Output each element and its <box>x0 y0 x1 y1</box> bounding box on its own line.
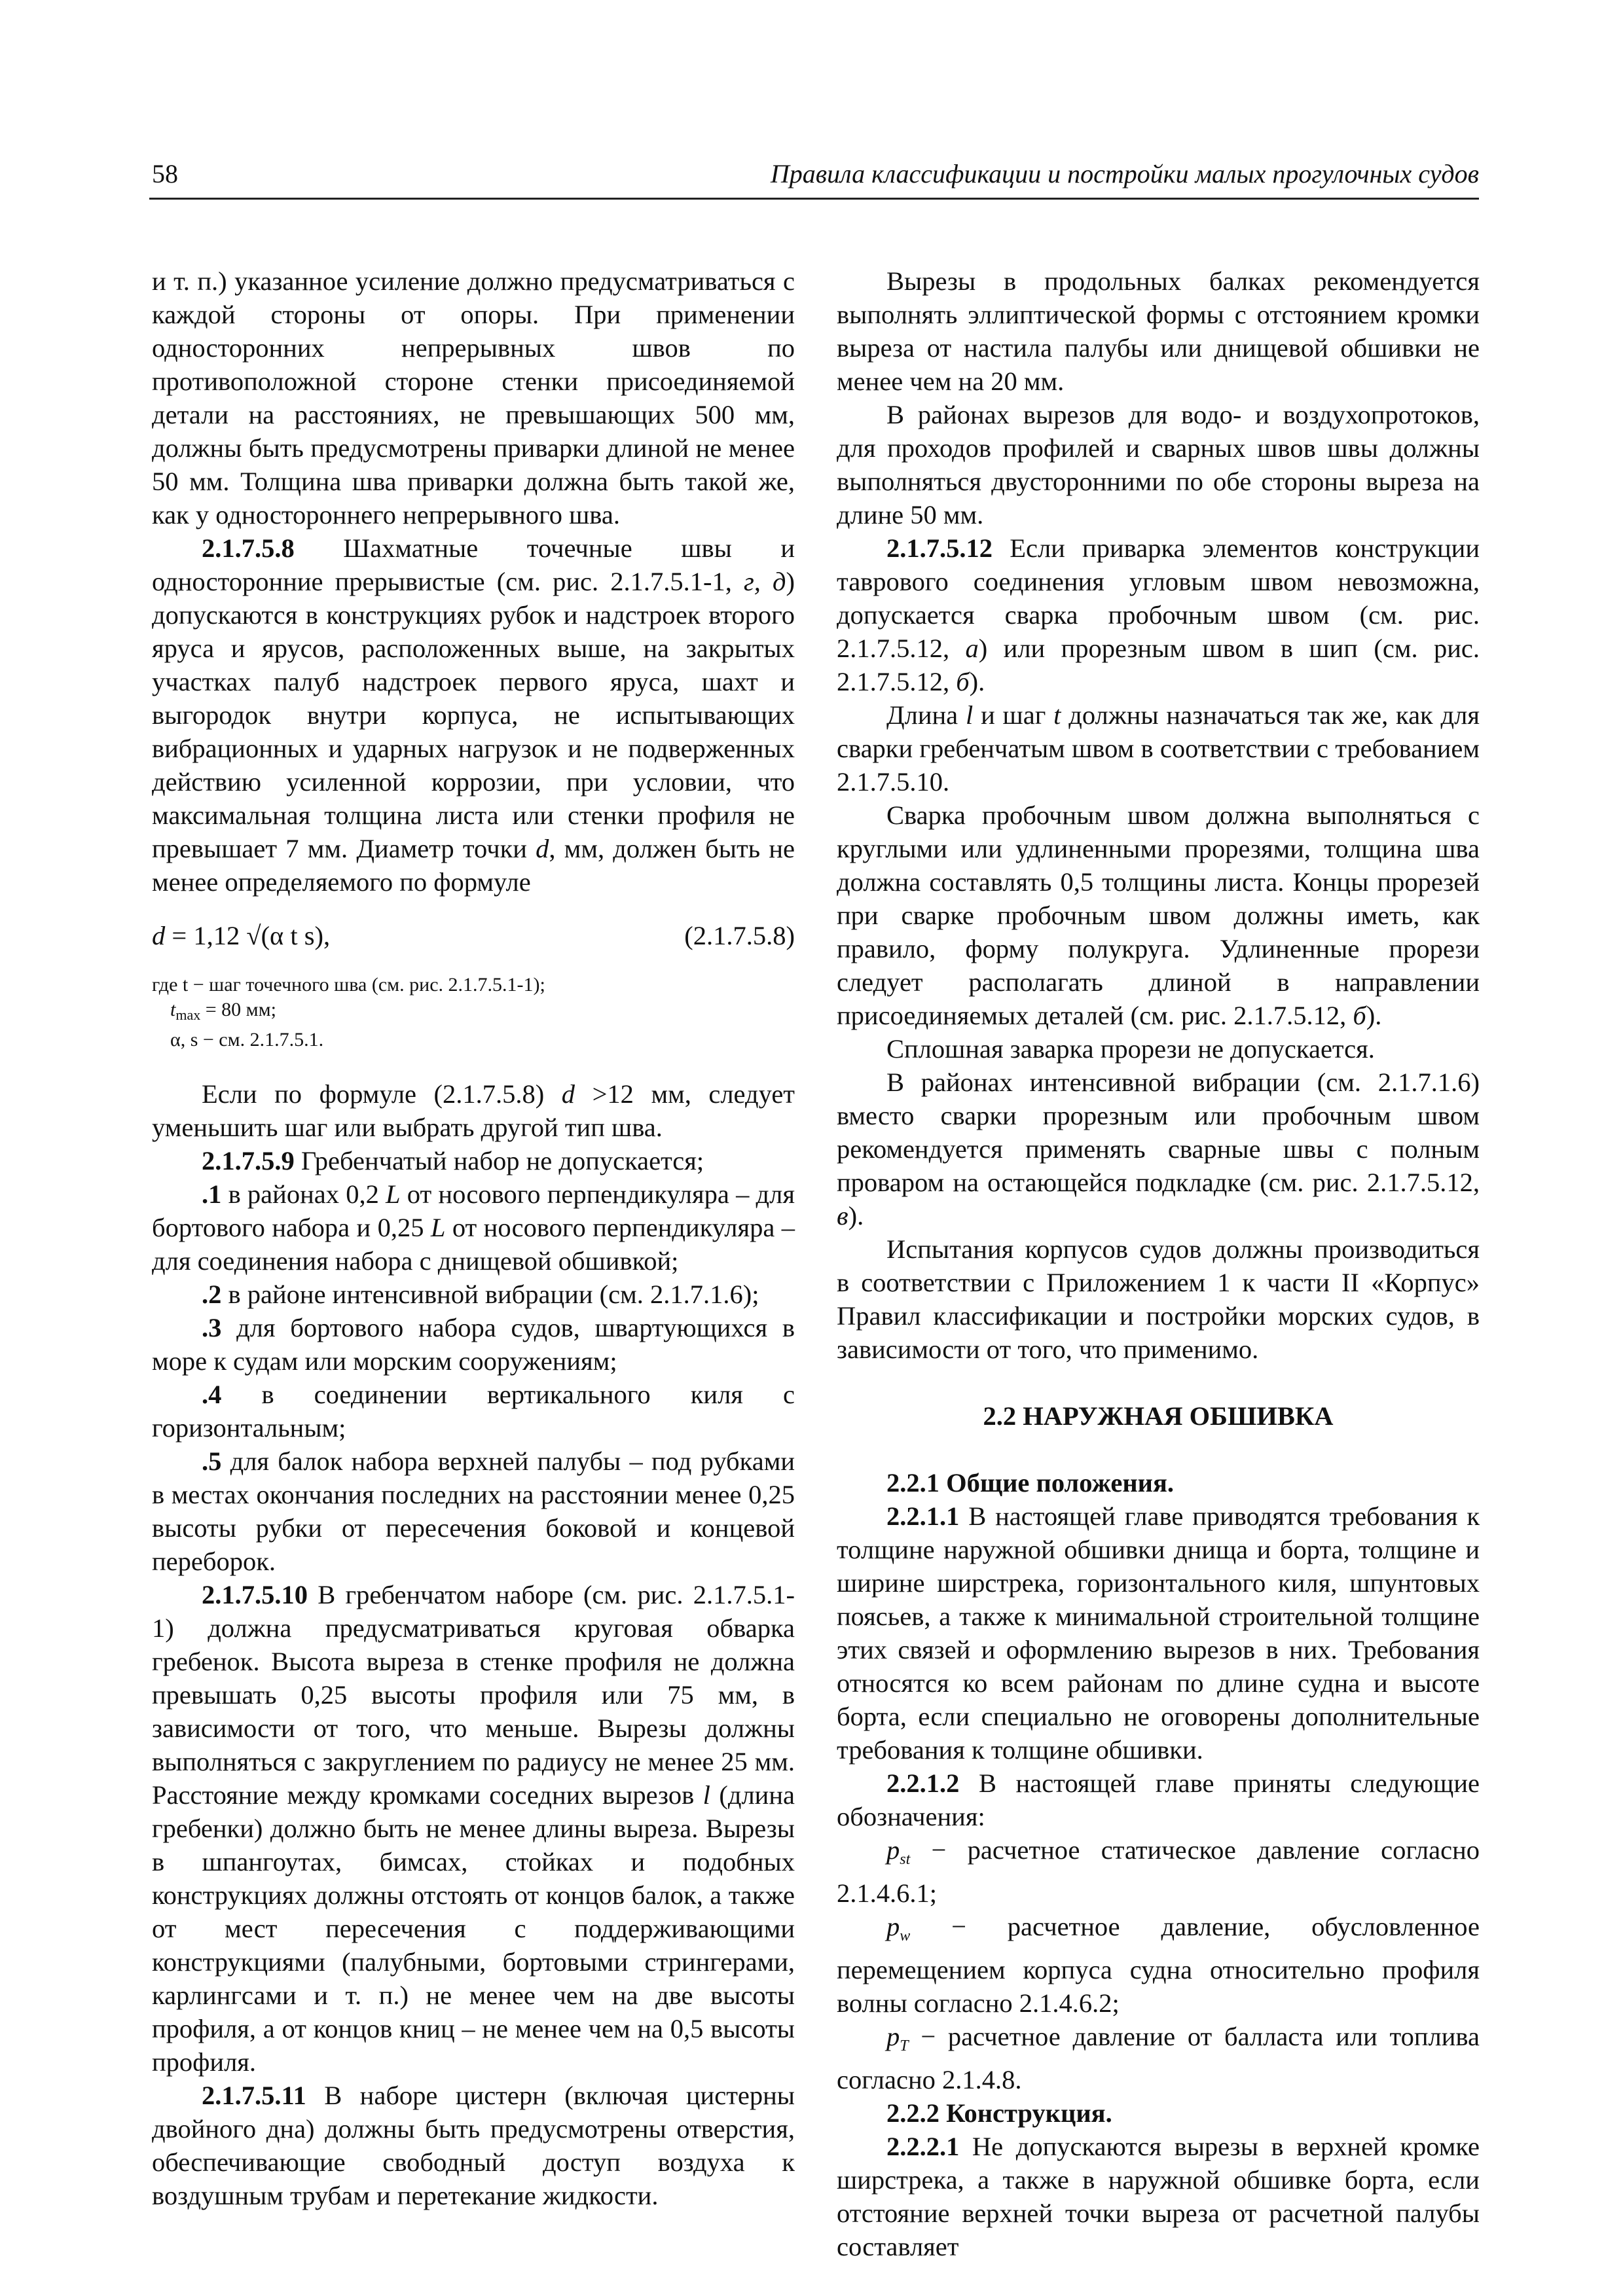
text: и шаг <box>973 700 1054 730</box>
paragraph-2-2-2-1 <box>837 2130 1480 2263</box>
text: В настоящей главе приняты следующие обозначения: <box>837 1768 1480 1831</box>
text: Гребенчатый набор не допускается; <box>294 1146 704 1175</box>
text: (длина гребенки) должно быть не менее длины выреза. Вырезы в шпангоутах, бимсах, стойках и подобных конструкциях должны отстоять от концов балок, а также от мест пересечения с поддерживающими конструкциями (палубными, бортовыми стрингерами, карлингсами и т. п.) не менее чем на две высоты профиля, а от концов книц – не менее чем на 0,5 высоты профиля. <box>152 1780 795 2077</box>
text: ) допускаются в конструкциях рубок и надстроек второго яруса и ярусов, расположенных выше, на закрытых участках палуб надстроек первого яруса, шахт и выгородок внутри корпуса, не испытывающих вибрационных и ударных нагрузок и не подверженных действию усиленной коррозии, при условии, что максимальная толщина листа или стенки профиля не превышает 7 мм. Диаметр точки <box>152 567 795 863</box>
subsection-title: 2.2.2 Конструкция. <box>886 2098 1112 2128</box>
subscript: max <box>175 1007 201 1023</box>
right-column <box>837 264 1480 2263</box>
paragraph <box>152 1077 795 1144</box>
item-number: .5 <box>202 1446 222 1476</box>
header-rule <box>149 198 1479 200</box>
text: ). <box>969 667 985 696</box>
clause-number: 2.1.7.5.9 <box>202 1146 295 1175</box>
clause-number: 2.1.7.5.11 <box>202 2081 306 2110</box>
text: , мм, должен быть не менее определяемого по формуле <box>152 834 795 897</box>
item-number: .4 <box>202 1380 222 1409</box>
text: Длина <box>886 700 966 730</box>
text: Если по формуле (2.1.7.5.8) <box>202 1079 562 1109</box>
list-item <box>152 1177 795 1278</box>
text: l <box>965 700 974 730</box>
text: = 80 мм; <box>200 999 276 1020</box>
symbol: p <box>886 1835 900 1865</box>
text: L <box>430 1213 446 1242</box>
text: L <box>386 1179 401 1209</box>
paragraph <box>837 798 1480 1032</box>
symbol: p <box>886 1912 900 1941</box>
text: б <box>956 667 970 696</box>
paragraph-2-1-7-5-10 <box>152 1578 795 2079</box>
clause-number: 2.1.7.5.10 <box>202 1580 308 1609</box>
subscript: st <box>900 1851 911 1868</box>
text: В настоящей главе приводятся требования к толщине наружной обшивки днища и борта, толщине и ширине ширстрека, горизонтального киля, шпунтовых поясьев, а также к минимальной строительной толщине этих связей и оформлению вырезов в них. Требования относятся ко всем районам по длине судна и высоте борта, если специально не оговорены дополнительные требования к толщине обшивки. <box>837 1501 1480 1765</box>
text: Шахматные точечные швы и односторонние прерывистые (см. рис. 2.1.7.5.1-1, <box>152 533 795 596</box>
text: для бортового набора судов, швартующихся в море к судам или морским сооружениям; <box>152 1313 795 1376</box>
symbol: p <box>886 2022 900 2051</box>
text: в <box>837 1201 848 1230</box>
paragraph: и т. п.) указанное усиление должно предусматриваться с каждой стороны от опоры. При применении односторонних непрерывных швов по противоположной стороне стенки присоединяемой детали на расстояниях, не превышающих 500 мм, должны быть предусмотрены приварки длиной не менее 50 мм. Толщина шва приварки должна быть такой же, как у одностороннего непрерывного шва. <box>152 266 795 529</box>
text: − расчетное статическое давление согласно 2.1.4.6.1; <box>837 1835 1480 1908</box>
formula <box>152 919 795 952</box>
paragraph: В районах вырезов для водо- и воздухопротоков, для проходов профилей и сварных швов швы должны выполняться двусторонними по обе стороны выреза на длине 50 мм. <box>837 400 1480 529</box>
text: от носового перпендикуляра – для бортового набора и 0,25 <box>152 1179 795 1242</box>
text: t <box>1053 700 1061 730</box>
clause-number: 2.2.1.2 <box>886 1768 960 1798</box>
item-number: .2 <box>202 1280 222 1309</box>
running-title: Правила классификации и постройки малых прогулочных судов <box>770 159 1479 188</box>
text: в районе интенсивной вибрации (см. 2.1.7.1.6); <box>221 1280 759 1309</box>
text: t <box>170 999 176 1020</box>
paragraph <box>837 698 1480 798</box>
page-number: 58 <box>152 159 178 188</box>
item-number: .3 <box>202 1313 222 1342</box>
paragraph-2-1-7-5-11 <box>152 2079 795 2212</box>
legend-line: где t − шаг точечного шва (см. рис. 2.1.7.5.1-1); <box>152 974 545 996</box>
subscript: w <box>900 1928 911 1945</box>
text: ). <box>1366 1001 1382 1030</box>
paragraph-2-1-7-5-12 <box>837 531 1480 698</box>
section-heading: 2.2 НАРУЖНАЯ ОБШИВКА <box>983 1401 1334 1431</box>
text: от носового перпендикуляра – для соединения набора с днищевой обшивкой; <box>152 1213 795 1276</box>
subsection-title: 2.2.1 Общие положения. <box>886 1468 1175 1498</box>
paragraph <box>837 1066 1480 1232</box>
clause-number: 2.2.1.1 <box>886 1501 960 1531</box>
paragraph-2-2-1-2 <box>837 1767 1480 1833</box>
item-number: .1 <box>202 1179 222 1209</box>
formula-expression <box>152 919 330 952</box>
notation-item <box>837 1833 1480 1910</box>
paragraph-2-1-7-5-9 <box>152 1144 795 1177</box>
text: а <box>965 634 979 663</box>
text: г, д <box>743 567 786 596</box>
text: для балок набора верхней палубы – под рубками в местах окончания последних на расстоянии менее 0,25 высоты рубки от пересечения боковой и концевой переборок. <box>152 1446 795 1576</box>
paragraph-2-1-7-5-8 <box>152 531 795 899</box>
left-column <box>152 264 795 2212</box>
list-item <box>152 1444 795 1578</box>
text: d <box>561 1079 575 1109</box>
clause-number: 2.1.7.5.8 <box>202 533 295 563</box>
page-header <box>149 157 1479 198</box>
list-item <box>152 1311 795 1378</box>
text: Сварка пробочным швом должна выполняться с круглыми или удлиненными прорезями, толщина шва должна составлять 0,5 толщины листа. Концы прорезей при сварке пробочным швом должны иметь, как правило, форму полукруга. Удлиненные прорези следует располагать длиной в направлении присоединяемых деталей (см. рис. 2.1.7.5.12, <box>837 800 1480 1030</box>
text: = 1,12 √(α t s), <box>165 921 331 950</box>
text: В гребенчатом наборе (см. рис. 2.1.7.5.1-1) должна предусматриваться круговая обварка гребенок. Высота выреза в стенке профиля не должна превышать 0,25 высоты профиля или 75 мм, в зависимости от того, что меньше. Вырезы должны выполняться с закруглением по радиусу не менее 25 мм. Расстояние между кромками соседних вырезов <box>152 1580 795 1810</box>
text: l <box>702 1780 710 1810</box>
list-item <box>152 1378 795 1444</box>
text: б <box>1353 1001 1366 1030</box>
paragraph: Испытания корпусов судов должны производиться в соответствии с Приложением 1 к части II «Корпус» Правил классификации и постройки морских судов, в зависимости от того, что применимо. <box>837 1234 1480 1364</box>
text: >12 мм, следует уменьшить шаг или выбрать другой тип шва. <box>152 1079 795 1142</box>
text: ) или прорезным швом в шип (см. рис. 2.1.7.5.12, <box>837 634 1480 696</box>
clause-number: 2.1.7.5.12 <box>886 533 993 563</box>
text: d <box>152 921 166 950</box>
subscript: T <box>900 2037 909 2054</box>
text: В районах интенсивной вибрации (см. 2.1.7.1.6) вместо сварки прорезным или пробочным швом рекомендуется применять сварные швы с полным проваром на остающейся подкладке (см. рис. 2.1.7.5.12, <box>837 1067 1480 1197</box>
clause-number: 2.2.2.1 <box>886 2132 960 2161</box>
text: В наборе цистерн (включая цистерны двойного дна) должны быть предусмотрены отверстия, обеспечивающие свободный доступ воздуха к воздушным трубам и перетекание жидкости. <box>152 2081 795 2210</box>
text: − расчетное давление от балласта или топлива согласно 2.1.4.8. <box>837 2022 1480 2094</box>
legend-line: α, s − см. 2.1.7.5.1. <box>170 1029 324 1050</box>
legend-line <box>152 997 795 1028</box>
formula-legend <box>152 973 795 1052</box>
notation-item <box>837 1910 1480 2020</box>
paragraph: Вырезы в продольных балках рекомендуется выполнять эллиптической формы с отстоянием кромки выреза от настила палубы или днищевой обшивки не менее чем на 20 мм. <box>837 266 1480 396</box>
paragraph-2-2-1-1 <box>837 1499 1480 1767</box>
notation-item <box>837 2020 1480 2096</box>
text: в районах 0,2 <box>221 1179 386 1209</box>
text: Если приварка элементов конструкции таврового соединения угловым швом невозможна, допускается сварка пробочным швом (см. рис. 2.1.7.5.12, <box>837 533 1480 663</box>
text: должны назначаться так же, как для сварки гребенчатым швом в соответствии с требованием 2.1.7.5.10. <box>837 700 1480 797</box>
text: в соединении вертикального киля с горизонтальным; <box>152 1380 795 1443</box>
text: ). <box>848 1201 864 1230</box>
text: − расчетное давление, обусловленное перемещением корпуса судна относительно профиля волны согласно 2.1.4.6.2; <box>837 1912 1480 2018</box>
paragraph: Сплошная заварка прорези не допускается. <box>886 1034 1375 1064</box>
text: d <box>536 834 549 863</box>
list-item <box>152 1278 795 1311</box>
formula-number: (2.1.7.5.8) <box>684 921 795 950</box>
text: Не допускаются вырезы в верхней кромке ширстрека, а также в наружной обшивке борта, если отстояние верхней точки выреза от расчетной палубы составляет <box>837 2132 1480 2261</box>
